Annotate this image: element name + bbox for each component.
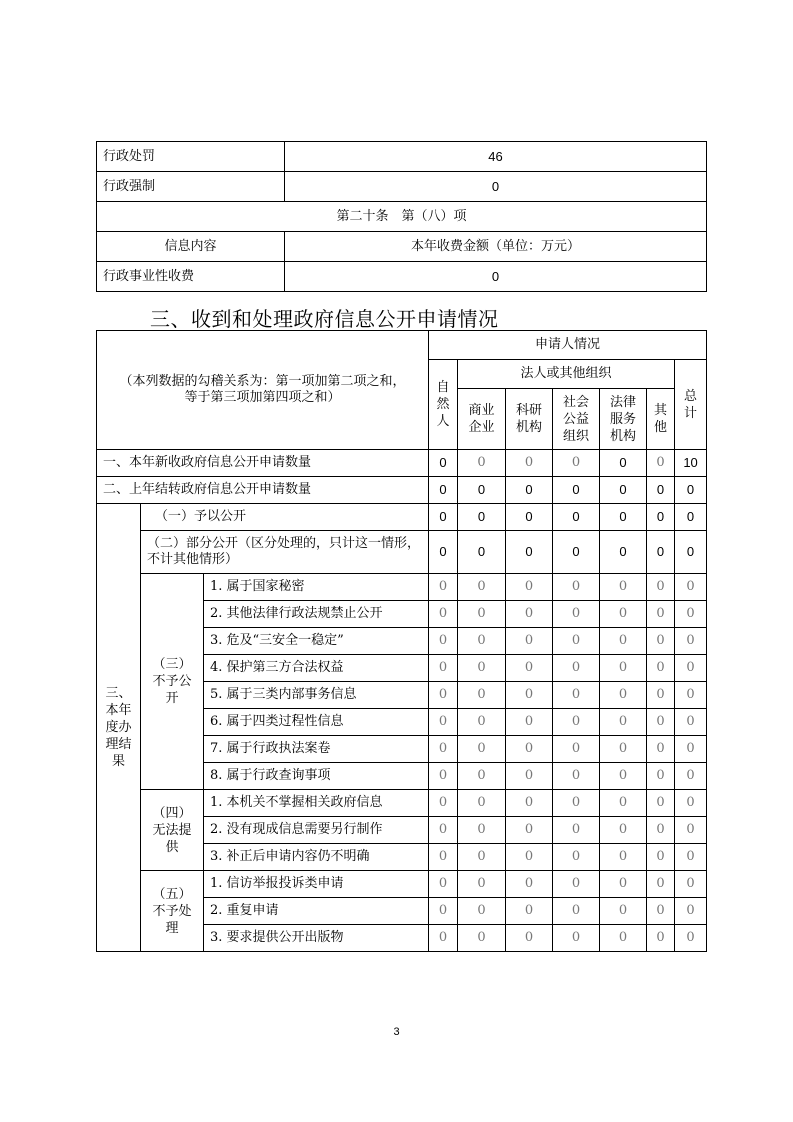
cell: 0 xyxy=(553,817,600,844)
cell: 0 xyxy=(675,925,707,952)
cell: 0 xyxy=(675,477,707,504)
cell: 0 xyxy=(647,736,675,763)
cell: 0 xyxy=(600,898,647,925)
table-row xyxy=(97,450,707,477)
cell: 0 xyxy=(600,844,647,871)
cell: 0 xyxy=(600,925,647,952)
cell: 0 xyxy=(429,574,458,601)
applicant-header: 申请人情况 xyxy=(429,331,707,360)
cell: 0 xyxy=(553,504,600,531)
cell: 0 xyxy=(429,477,458,504)
cell: 0 xyxy=(675,736,707,763)
table-row xyxy=(97,172,707,202)
item-label: 3. 危及“三安全一稳定” xyxy=(204,628,429,655)
cell: 0 xyxy=(647,601,675,628)
cell: 0 xyxy=(647,817,675,844)
cell: 0 xyxy=(506,898,553,925)
item-label: 4. 保护第三方合法权益 xyxy=(204,655,429,682)
fee-value: 0 xyxy=(285,262,707,292)
cell: 0 xyxy=(506,628,553,655)
cell: 0 xyxy=(458,450,506,477)
section-title: 三、收到和处理政府信息公开申请情况 xyxy=(150,307,499,331)
fee-label: 行政事业性收费 xyxy=(97,262,285,292)
cell: 0 xyxy=(553,844,600,871)
group-unable: （四）无法提供 xyxy=(141,790,204,871)
cell: 0 xyxy=(458,709,506,736)
cell: 0 xyxy=(600,709,647,736)
col-header-right: 本年收费金额（单位：万元） xyxy=(285,232,707,262)
cell: 0 xyxy=(647,450,675,477)
top-table xyxy=(96,141,707,292)
table-row xyxy=(97,574,707,601)
row-label: 行政处罚 xyxy=(97,142,285,172)
table-row xyxy=(97,477,707,504)
cell: 0 xyxy=(600,655,647,682)
cell: 0 xyxy=(553,574,600,601)
cell: 0 xyxy=(553,898,600,925)
col-research: 科研机构 xyxy=(506,389,553,450)
cell: 0 xyxy=(429,871,458,898)
section-heading: 第二十条 第（八）项 xyxy=(97,202,707,232)
group-not-open: （三）不予公开 xyxy=(141,574,204,790)
cell: 0 xyxy=(429,655,458,682)
item-label: 1. 信访举报投诉类申请 xyxy=(204,871,429,898)
cell: 0 xyxy=(553,682,600,709)
cell: 0 xyxy=(647,709,675,736)
col-header-left: 信息内容 xyxy=(97,232,285,262)
item-label: 3. 要求提供公开出版物 xyxy=(204,925,429,952)
note-cell: （本列数据的勾稽关系为：第一项加第二项之和，等于第三项加第四项之和） xyxy=(97,331,429,450)
cell: 0 xyxy=(429,736,458,763)
cell: 0 xyxy=(675,763,707,790)
row-label: 行政强制 xyxy=(97,172,285,202)
cell: 0 xyxy=(506,682,553,709)
cell: 0 xyxy=(647,790,675,817)
cell: 0 xyxy=(458,477,506,504)
cell: 0 xyxy=(506,574,553,601)
cell: 0 xyxy=(458,531,506,574)
cell: 0 xyxy=(506,601,553,628)
cell: 0 xyxy=(429,844,458,871)
cell: 0 xyxy=(675,655,707,682)
item-label: 8. 属于行政查询事项 xyxy=(204,763,429,790)
cell: 0 xyxy=(458,655,506,682)
cell: 0 xyxy=(429,763,458,790)
cell: 0 xyxy=(600,477,647,504)
table-row xyxy=(97,790,707,817)
item-label: 2. 其他法律行政法规禁止公开 xyxy=(204,601,429,628)
cell: 0 xyxy=(553,736,600,763)
table-row xyxy=(97,142,707,172)
cell: 0 xyxy=(553,450,600,477)
row-value: 0 xyxy=(285,172,707,202)
cell: 0 xyxy=(458,844,506,871)
cell: 0 xyxy=(675,504,707,531)
cell: 0 xyxy=(675,790,707,817)
item-label: 6. 属于四类过程性信息 xyxy=(204,709,429,736)
cell: 0 xyxy=(600,817,647,844)
cell: 0 xyxy=(647,531,675,574)
cell: 10 xyxy=(675,450,707,477)
col-business: 商业企业 xyxy=(458,389,506,450)
cell: 0 xyxy=(553,477,600,504)
cell: 0 xyxy=(506,817,553,844)
item-label: 5. 属于三类内部事务信息 xyxy=(204,682,429,709)
cell: 0 xyxy=(675,628,707,655)
cell: 0 xyxy=(458,871,506,898)
result-group-label: 三、本年度办理结果 xyxy=(97,504,141,952)
cell: 0 xyxy=(647,871,675,898)
cell: 0 xyxy=(600,871,647,898)
cell: 0 xyxy=(458,898,506,925)
cell: 0 xyxy=(429,925,458,952)
cell: 0 xyxy=(675,844,707,871)
item-label: 1. 本机关不掌握相关政府信息 xyxy=(204,790,429,817)
col-natural: 自然人 xyxy=(429,360,458,450)
cell: 0 xyxy=(553,871,600,898)
cell: 0 xyxy=(600,682,647,709)
col-total: 总计 xyxy=(675,360,707,450)
item-label: 2. 重复申请 xyxy=(204,898,429,925)
cell: 0 xyxy=(647,504,675,531)
cell: 0 xyxy=(675,898,707,925)
cell: 0 xyxy=(458,504,506,531)
application-table xyxy=(96,330,707,952)
cell: 0 xyxy=(647,655,675,682)
cell: 0 xyxy=(429,817,458,844)
item-label: 2. 没有现成信息需要另行制作 xyxy=(204,817,429,844)
cell: 0 xyxy=(429,531,458,574)
cell: 0 xyxy=(600,450,647,477)
group-not-process: （五）不予处理 xyxy=(141,871,204,952)
cell: 0 xyxy=(553,790,600,817)
cell: 0 xyxy=(553,655,600,682)
cell: 0 xyxy=(647,844,675,871)
cell: 0 xyxy=(675,682,707,709)
cell: 0 xyxy=(553,531,600,574)
cell: 0 xyxy=(506,477,553,504)
cell: 0 xyxy=(458,925,506,952)
cell: 0 xyxy=(429,628,458,655)
item-label: 7. 属于行政执法案卷 xyxy=(204,736,429,763)
cell: 0 xyxy=(600,574,647,601)
item-label: 3. 补正后申请内容仍不明确 xyxy=(204,844,429,871)
cell: 0 xyxy=(506,450,553,477)
cell: 0 xyxy=(600,628,647,655)
cell: 0 xyxy=(506,844,553,871)
cell: 0 xyxy=(553,709,600,736)
cell: 0 xyxy=(647,628,675,655)
cell: 0 xyxy=(429,504,458,531)
item-label: 1. 属于国家秘密 xyxy=(204,574,429,601)
table-row xyxy=(97,871,707,898)
cell: 0 xyxy=(675,709,707,736)
table-row xyxy=(97,202,707,232)
cell: 0 xyxy=(600,790,647,817)
cell: 0 xyxy=(429,601,458,628)
cell: 0 xyxy=(429,450,458,477)
cell: 0 xyxy=(506,504,553,531)
cell: 0 xyxy=(675,531,707,574)
cell: 0 xyxy=(506,531,553,574)
cell: 0 xyxy=(506,763,553,790)
cell: 0 xyxy=(429,790,458,817)
cell: 0 xyxy=(458,601,506,628)
cell: 0 xyxy=(647,477,675,504)
cell: 0 xyxy=(458,763,506,790)
cell: 0 xyxy=(458,682,506,709)
col-social: 社会公益组织 xyxy=(553,389,600,450)
row-open-label: （一）予以公开 xyxy=(141,504,429,531)
cell: 0 xyxy=(647,898,675,925)
cell: 0 xyxy=(506,871,553,898)
row-carry-label: 二、上年结转政府信息公开申请数量 xyxy=(97,477,429,504)
cell: 0 xyxy=(458,628,506,655)
table-row xyxy=(97,262,707,292)
table-row xyxy=(97,504,707,531)
cell: 0 xyxy=(506,925,553,952)
cell: 0 xyxy=(675,817,707,844)
cell: 0 xyxy=(458,736,506,763)
row-new-label: 一、本年新收政府信息公开申请数量 xyxy=(97,450,429,477)
cell: 0 xyxy=(506,790,553,817)
cell: 0 xyxy=(647,763,675,790)
cell: 0 xyxy=(429,709,458,736)
cell: 0 xyxy=(458,574,506,601)
cell: 0 xyxy=(429,682,458,709)
row-partial-label: （二）部分公开（区分处理的，只计这一情形，不计其他情形） xyxy=(141,531,429,574)
cell: 0 xyxy=(647,682,675,709)
cell: 0 xyxy=(647,925,675,952)
cell: 0 xyxy=(553,925,600,952)
cell: 0 xyxy=(600,531,647,574)
table-row xyxy=(97,531,707,574)
cell: 0 xyxy=(506,736,553,763)
cell: 0 xyxy=(553,601,600,628)
cell: 0 xyxy=(600,601,647,628)
table-row xyxy=(97,232,707,262)
cell: 0 xyxy=(600,736,647,763)
cell: 0 xyxy=(553,628,600,655)
cell: 0 xyxy=(429,898,458,925)
row-value: 46 xyxy=(285,142,707,172)
cell: 0 xyxy=(458,790,506,817)
cell: 0 xyxy=(506,655,553,682)
cell: 0 xyxy=(647,574,675,601)
cell: 0 xyxy=(675,574,707,601)
cell: 0 xyxy=(600,763,647,790)
cell: 0 xyxy=(600,504,647,531)
legal-org-header: 法人或其他组织 xyxy=(458,360,675,389)
col-legal-service: 法律服务机构 xyxy=(600,389,647,450)
cell: 0 xyxy=(506,709,553,736)
cell: 0 xyxy=(675,871,707,898)
cell: 0 xyxy=(458,817,506,844)
table-row xyxy=(97,331,707,360)
cell: 0 xyxy=(675,601,707,628)
page-number: 3 xyxy=(393,1026,400,1038)
col-other: 其他 xyxy=(647,389,675,450)
cell: 0 xyxy=(553,763,600,790)
